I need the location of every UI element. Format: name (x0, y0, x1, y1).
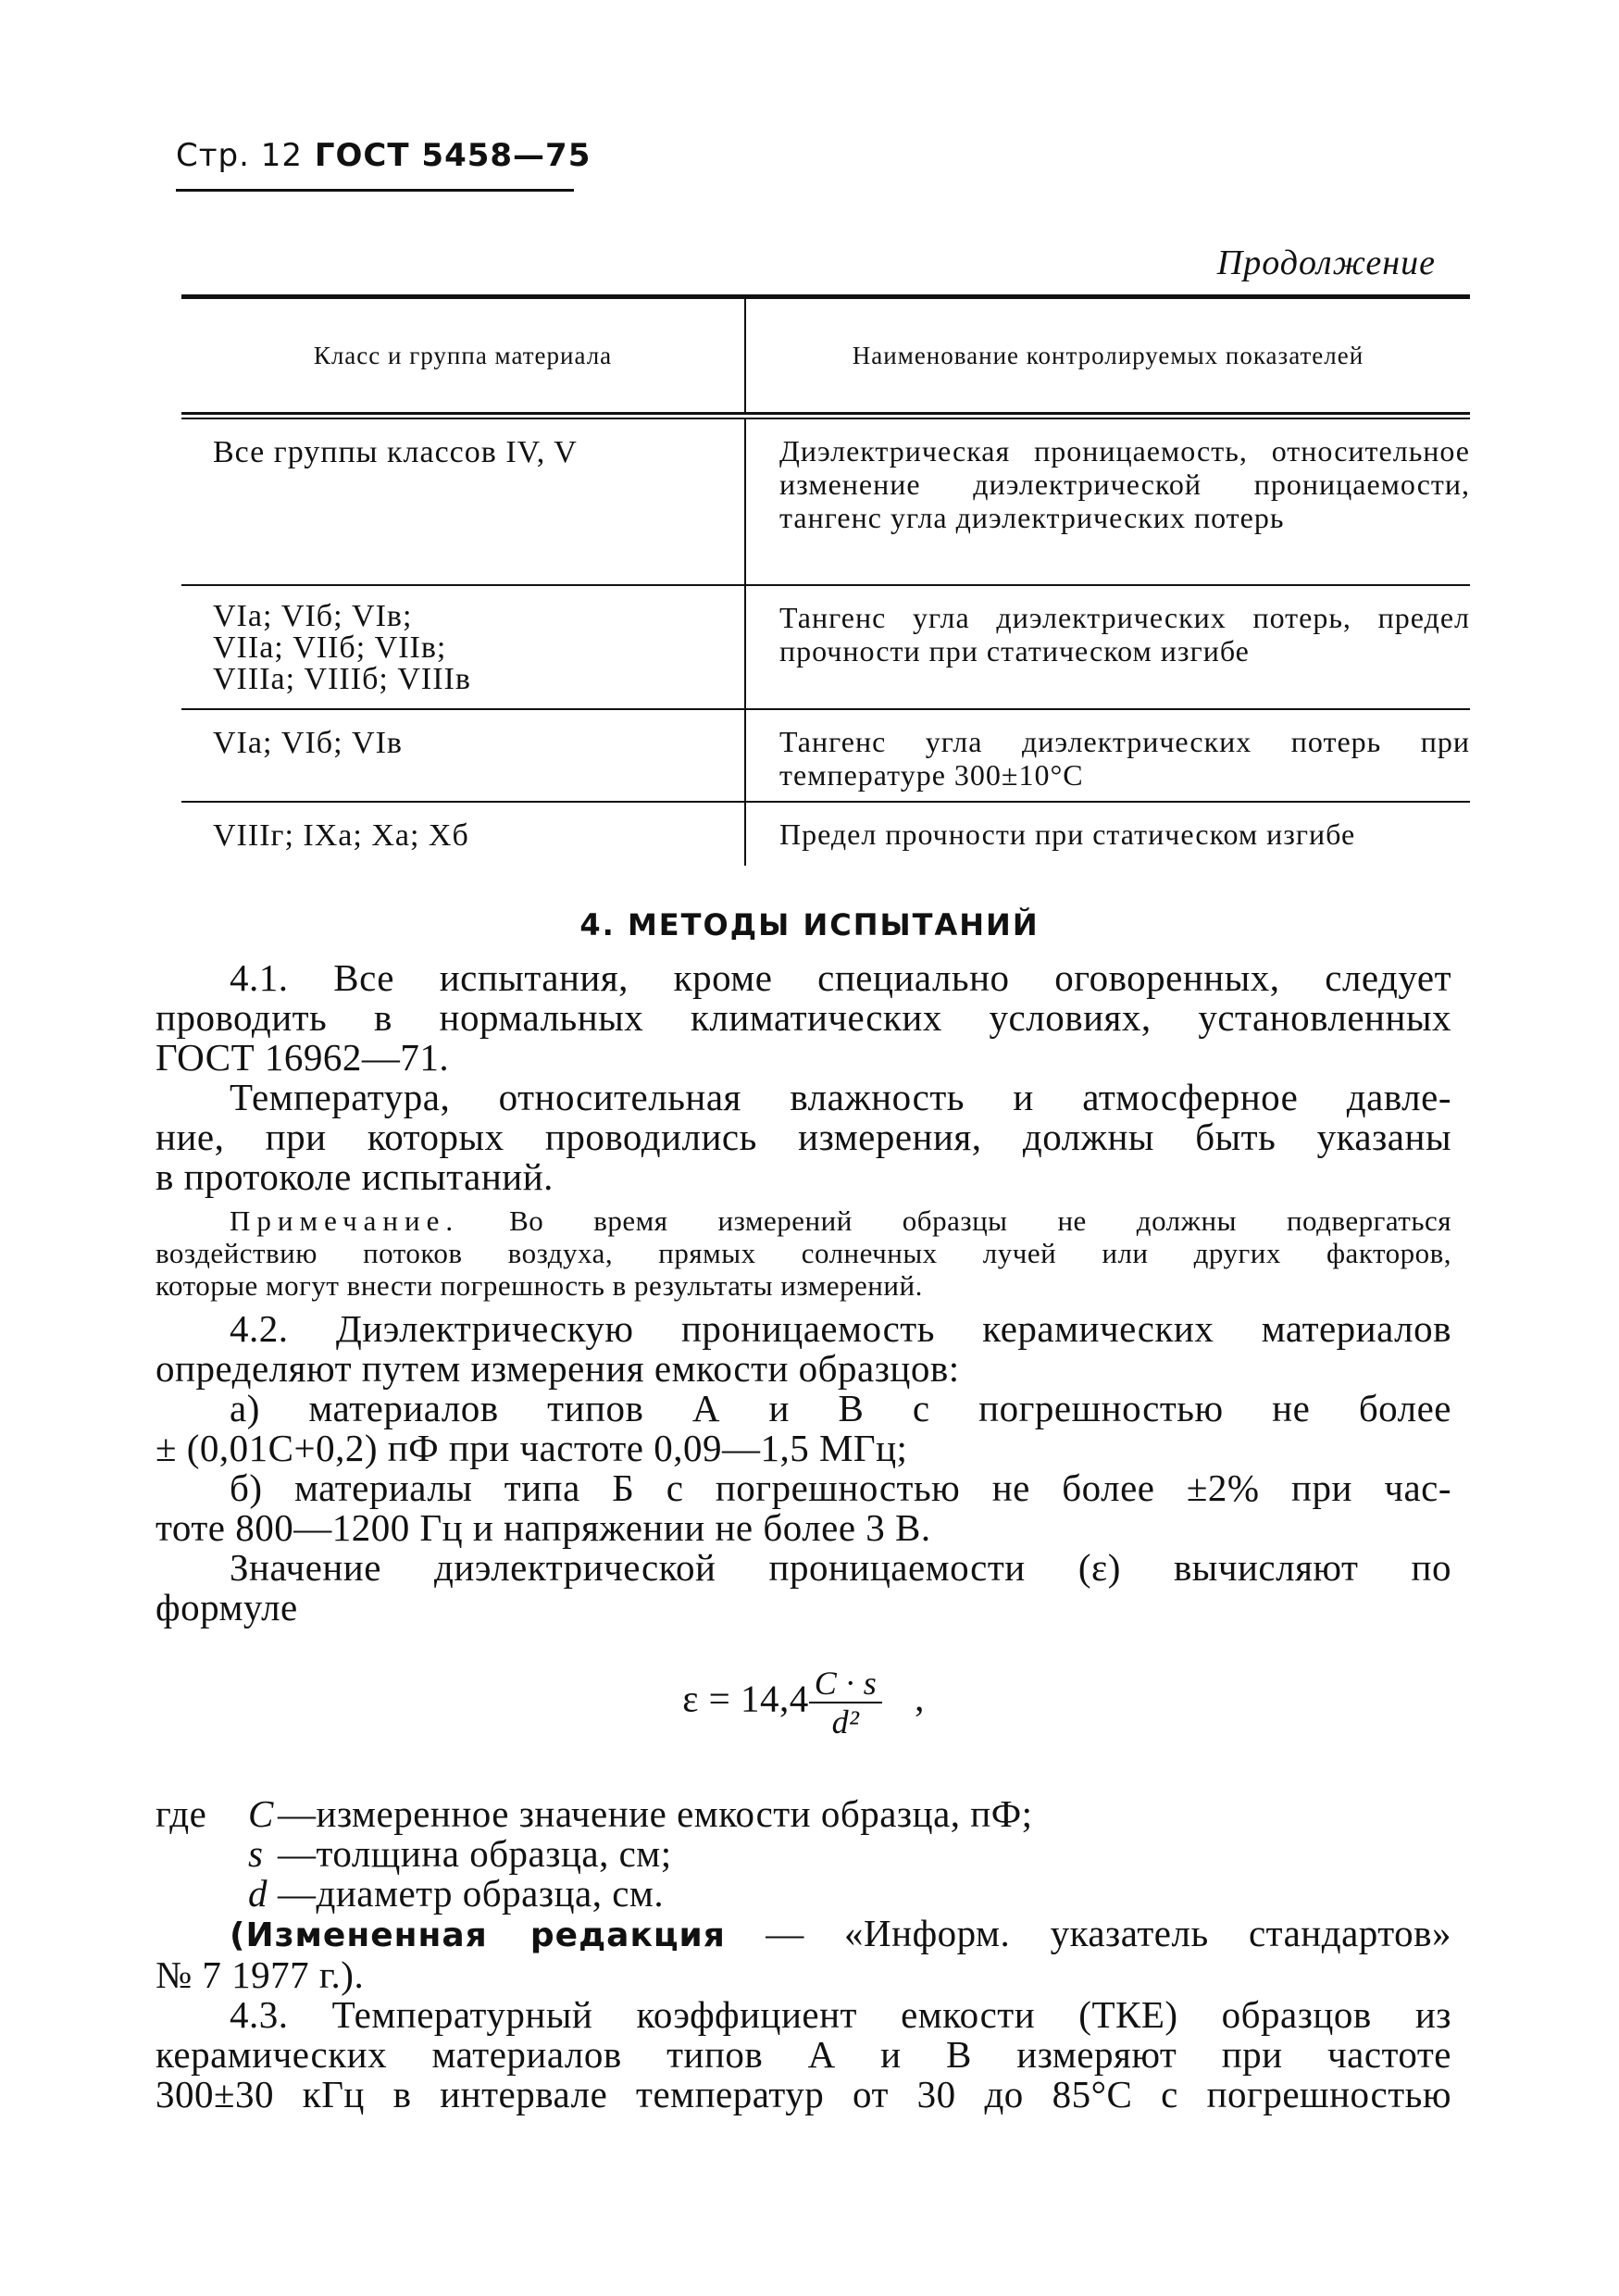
formula-fraction (809, 1665, 883, 1741)
edition-rest: — «Информ. указатель стандартов» (725, 1912, 1451, 1954)
table-cell-class (181, 803, 744, 866)
header-rule (176, 189, 574, 192)
where-line (156, 1794, 1451, 1834)
paragraph-line: 4.3. Температурный коэффициент емкости (ТКЕ) образцов из (230, 1993, 1451, 2036)
indicators-text: Диэлектрическая проницаемость, относительное изменение диэлектрической проницаемости, тангенс угла диэлектрических потерь (779, 434, 1470, 534)
paragraph-line: Значение диэлектрической проницаемости (ε) вычисляют по (230, 1546, 1451, 1589)
section-title: 4. МЕТОДЫ ИСПЫТАНИЙ (579, 907, 1040, 942)
paragraph-line: проводить в нормальных климатических условиях, установленных (156, 996, 1451, 1039)
where-label: где (156, 1792, 207, 1835)
paragraph-line: ГОСТ 16962—71. (156, 1036, 450, 1079)
table-cell-indicators (744, 419, 1470, 584)
paragraph-line: а) материалов типов А и В с погрешностью не более (230, 1387, 1451, 1429)
table-header-rule (181, 412, 1470, 419)
edition-line (156, 1914, 1451, 1955)
where-text: —измеренное значение емкости образца, пФ; (278, 1792, 1033, 1835)
where-line (156, 1834, 1451, 1874)
column-header-class: Класс и группа материала (313, 341, 613, 369)
paragraph-line: формуле (156, 1586, 298, 1628)
standard-code: ГОСТ 5458—75 (314, 137, 592, 174)
note-label: Примечание. (230, 1204, 460, 1237)
paragraph-line: определяют путем измерения емкости образцов: (156, 1347, 960, 1390)
formula-tail: , (915, 1677, 925, 1720)
indicators-text: Тангенс угла диэлектрических потерь при температуре 300±10°С (779, 725, 1470, 792)
where-text: —толщина образца, см; (278, 1832, 672, 1875)
table-row (181, 419, 1470, 584)
class-line: VIа; VIб; VIв (213, 726, 403, 760)
where-line (156, 1874, 1451, 1914)
section-body (156, 958, 1451, 2115)
materials-table (181, 294, 1470, 866)
note-line: которые могут внести погрешность в результаты измерений. (156, 1269, 923, 1302)
where-text: —диаметр образца, см. (278, 1872, 665, 1915)
table-header-row (181, 299, 1470, 412)
paragraph-line: 300±30 кГц в интервале температур от 30 до 85°С с погрешностью (156, 2073, 1451, 2115)
table-cell-indicators (744, 710, 1470, 801)
paragraph-line: ± (0,01С+0,2) пФ при частоте 0,09—1,5 МГц; (156, 1427, 908, 1469)
class-line: VIа; VIб; VIв; (213, 599, 413, 633)
formula-numerator: C · s (809, 1665, 883, 1703)
class-line: VIIIг; IXа; Xа; Xб (213, 818, 469, 853)
table-row (181, 803, 1470, 866)
formula (156, 1665, 1451, 1766)
paragraph-line: 4.2. Диэлектрическую проницаемость керамических материалов (230, 1307, 1451, 1350)
edition-line-2: № 7 1977 г.). (156, 1953, 365, 1996)
paragraph-line: б) материалы типа Б с погрешностью не более ±2% при час- (230, 1466, 1451, 1509)
table-cell-indicators (744, 586, 1470, 708)
paragraph-line: тоте 800—1200 Гц и напряжении не более 3 В. (156, 1506, 931, 1549)
formula-lhs: ε = 14,4 (682, 1677, 809, 1720)
page-number: Стр. 12 (176, 137, 304, 174)
note-line (156, 1204, 1451, 1237)
paragraph-line: Температура, относительная влажность и атмосферное давле- (230, 1076, 1451, 1118)
edition-bold: (Измененная редакция (230, 1916, 726, 1954)
class-line: Все группы классов IV, V (213, 435, 578, 469)
table-cell-class (181, 710, 744, 801)
class-line: VIIа; VIIб; VIIв; (213, 630, 447, 665)
note-line: воздействию потоков воздуха, прямых солнечных лучей или других факторов, (156, 1237, 1451, 1269)
indicators-text: Тангенс угла диэлектрических потерь, предел прочности при статическом изгибе (779, 601, 1470, 668)
table-cell-class (181, 419, 744, 584)
table-row (181, 710, 1470, 801)
table-cell-class (181, 586, 744, 708)
where-symbol: d (248, 1872, 268, 1915)
note-text: Во время измерений образцы не должны подвергаться (509, 1204, 1451, 1237)
paragraph-line: в протоколе испытаний. (156, 1155, 554, 1198)
page-header (176, 137, 591, 174)
formula-denominator: d² (831, 1703, 860, 1741)
where-symbol: C (248, 1792, 274, 1835)
table-cell-indicators (744, 803, 1470, 866)
indicators-text: Предел прочности при статическом изгибе (779, 817, 1356, 851)
paragraph-line: ние, при которых проводились измерения, должны быть указаны (156, 1116, 1451, 1158)
table-row (181, 586, 1470, 708)
table-continued-label: Продолжение (1216, 243, 1436, 282)
where-symbol: s (248, 1832, 264, 1875)
paragraph-line: керамических материалов типов А и В измеряют при частоте (156, 2033, 1451, 2076)
class-line: VIIIа; VIIIб; VIIIв (213, 662, 471, 696)
paragraph-line: 4.1. Все испытания, кроме специально оговоренных, следует (230, 956, 1451, 999)
column-header-indicators: Наименование контролируемых показателей (744, 299, 1470, 412)
